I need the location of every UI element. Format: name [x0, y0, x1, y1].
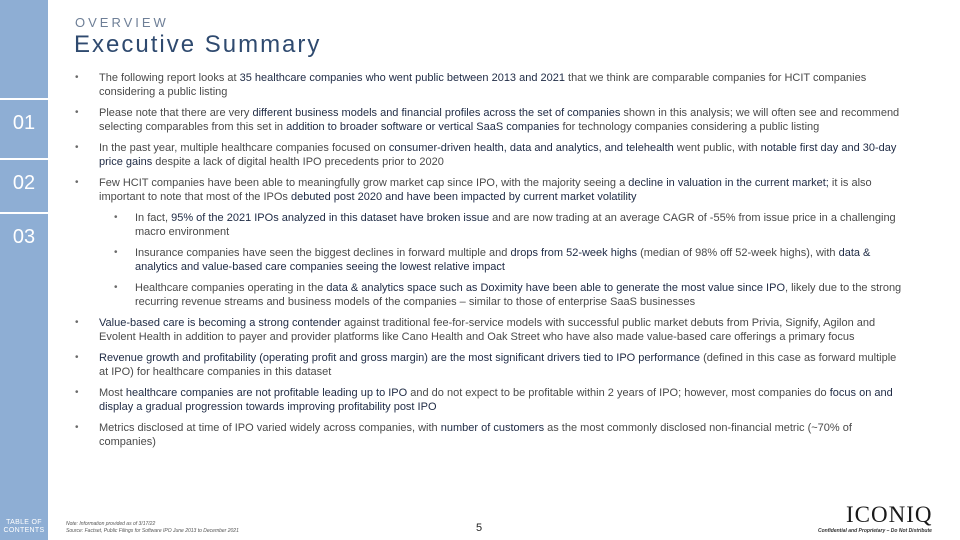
- bullet-text: Few HCIT companies have been able to meaningfully grow market cap since IPO, with the majority seeing a: [99, 177, 629, 189]
- bullet-emphasis: data & analytics and value-based care companies seeing the lowest relative impact: [135, 247, 871, 273]
- bullet-text: In the past year, multiple healthcare companies focused on: [99, 142, 389, 154]
- table-of-contents-link[interactable]: TABLE OF CONTENTS: [3, 519, 45, 534]
- bullet-text: that we think are comparable companies for HCIT companies considering a public listing: [99, 72, 867, 98]
- bullet-item: [62, 176, 907, 204]
- bullet-emphasis: addition to broader software or vertical SaaS companies: [286, 121, 560, 133]
- bullet-text: In fact,: [135, 212, 172, 224]
- bullet-text: went public, with: [673, 142, 761, 154]
- bullet-text: , likely due to the strong recurring revenue streams and business models of the companies – similar to those of enterprise SaaS businesses: [135, 282, 902, 308]
- bullet-text: Most: [99, 387, 126, 399]
- bullet-text: shown in this analysis; we will often see and recommend selecting comparables from this set in: [99, 107, 900, 133]
- bullet-emphasis: debuted post 2020 and have been impacted by current market volatility: [290, 191, 637, 203]
- bullet-text: it is also important to note that most of the IPOs: [99, 177, 872, 203]
- bullet-emphasis: notable first day and 30-day price gains: [99, 142, 897, 168]
- section-tab-02[interactable]: 02: [0, 158, 48, 206]
- bullet-text: despite a lack of digital health IPO precedents prior to 2020: [152, 156, 444, 168]
- confidential-notice: Confidential and Proprietary – Do Not Distribute: [818, 528, 932, 534]
- bullet-emphasis: Value-based care is becoming a strong contender: [99, 317, 341, 329]
- bullet-text: for technology companies considering a public listing: [559, 121, 820, 133]
- bullet-item: [62, 351, 907, 379]
- bullet-emphasis: data & analytics space such as Doximity have been able to generate the most value since IPO: [326, 282, 785, 294]
- bullet-item: [62, 71, 907, 99]
- bullet-text: against traditional fee-for-service models with successful public market debuts from Privia, Signify, Agilon and Evolent Health in addition to payer and provider platforms like Cano Health and Oak Street who have also made value-based care offerings a primary focus: [99, 317, 876, 343]
- sub-bullet-item: [62, 281, 907, 309]
- bullet-item: [62, 106, 907, 134]
- bullet-text: Metrics disclosed at time of IPO varied widely across companies, with: [99, 422, 441, 434]
- section-eyebrow: OVERVIEW: [75, 15, 169, 30]
- bullet-text: Healthcare companies operating in the: [135, 282, 327, 294]
- bullet-text: as the most commonly disclosed non-financial metric (~70% of companies): [99, 422, 852, 448]
- bullet-text: (defined in this case as forward multiple at IPO) for healthcare companies in this dataset: [99, 352, 897, 378]
- footnote: [66, 521, 239, 535]
- iconiq-logo: ICONIQ: [846, 502, 933, 527]
- bullet-emphasis: healthcare companies are not profitable leading up to IPO: [125, 387, 408, 399]
- bullet-text: The following report looks at: [99, 72, 240, 84]
- bullet-item: [62, 141, 907, 169]
- bullet-emphasis: drops from 52-week highs: [510, 247, 638, 259]
- sidebar: [0, 0, 48, 540]
- footnote-source: Source: Factset, Public Filings for Software IPO June 2013 to December 2021: [66, 528, 239, 534]
- bullet-text: (median of 98% off 52-week highs), with: [637, 247, 839, 259]
- bullet-emphasis: 35 healthcare companies who went public between 2013 and 2021: [239, 72, 565, 84]
- bullet-text: and do not expect to be profitable within 2 years of IPO; however, most companies do: [407, 387, 830, 399]
- bullet-emphasis: Revenue growth and profitability (operating profit and gross margin) are the most significant drivers tied to IPO performance: [99, 352, 701, 364]
- footnote-note: Note: Information provided as of 3/17/22: [66, 521, 156, 527]
- bullet-emphasis: focus on and display a gradual progression towards improving profitability post IPO: [99, 387, 893, 413]
- bullet-emphasis: number of customers: [440, 422, 545, 434]
- sub-bullet-item: [62, 211, 907, 239]
- bullet-emphasis: 95% of the 2021 IPOs analyzed in this dataset have broken issue: [171, 212, 490, 224]
- bullet-text: Insurance companies have seen the biggest declines in forward multiple and: [135, 247, 511, 259]
- bullet-item: [62, 421, 907, 449]
- bullet-item: [62, 386, 907, 414]
- section-tab-01[interactable]: 01: [0, 98, 48, 146]
- bullet-emphasis: different business models and financial profiles across the set of companies: [252, 107, 621, 119]
- bullet-text: and are now trading at an average CAGR of -55% from issue price in a challenging macro environment: [135, 212, 896, 238]
- bullet-list: [62, 71, 907, 456]
- page-title: Executive Summary: [74, 31, 322, 58]
- sub-bullet-item: [62, 246, 907, 274]
- bullet-item: [62, 316, 907, 344]
- bullet-text: Please note that there are very: [99, 107, 253, 119]
- bullet-emphasis: consumer-driven health, data and analytics, and telehealth: [388, 142, 674, 154]
- page-number: 5: [476, 522, 483, 534]
- section-tab-03[interactable]: 03: [0, 212, 48, 260]
- bullet-emphasis: decline in valuation in the current market;: [628, 177, 829, 189]
